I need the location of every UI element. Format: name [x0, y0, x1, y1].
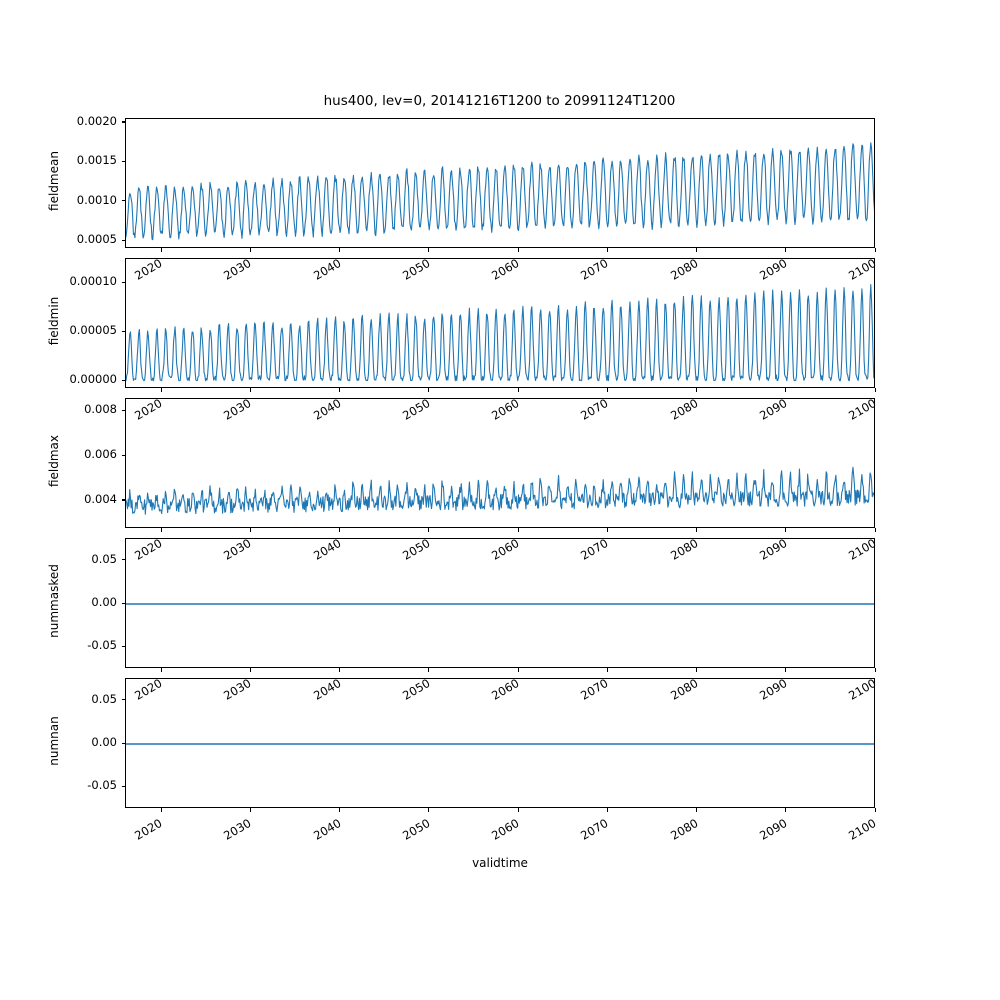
- x-tick-label: 2070: [578, 815, 611, 843]
- x-tick-mark: [518, 668, 519, 672]
- x-tick-mark: [161, 248, 162, 252]
- x-tick-label: 2070: [578, 535, 611, 563]
- x-tick-mark: [607, 528, 608, 532]
- y-tick-mark: [122, 240, 126, 241]
- y-tick-mark: [122, 410, 126, 411]
- x-tick-mark: [607, 668, 608, 672]
- x-tick-mark: [785, 528, 786, 532]
- y-tick-label: 0.0010: [76, 192, 117, 207]
- x-tick-mark: [161, 528, 162, 532]
- x-tick-label: 2040: [310, 535, 344, 563]
- x-tick-label: 2090: [756, 675, 790, 703]
- y-tick-mark: [122, 646, 126, 647]
- x-tick-mark: [875, 528, 876, 532]
- x-tick-mark: [339, 808, 340, 812]
- x-tick-label: 2050: [399, 395, 433, 423]
- x-tick-label: 2060: [489, 815, 522, 843]
- y-tick-mark: [122, 786, 126, 787]
- y-tick-label: 0.00: [91, 735, 117, 749]
- x-tick-label: 2100: [846, 395, 879, 423]
- x-tick-mark: [607, 808, 608, 812]
- x-tick-label: 2100: [846, 255, 879, 283]
- x-tick-label: 2040: [310, 255, 344, 283]
- y-tick-mark: [122, 121, 126, 122]
- x-tick-label: 2090: [756, 395, 790, 423]
- y-tick-label: 0.004: [84, 491, 117, 506]
- x-tick-mark: [250, 248, 251, 252]
- series-line-fieldmin: [126, 285, 875, 381]
- x-tick-label: 2020: [132, 675, 165, 703]
- x-tick-mark: [785, 668, 786, 672]
- y-tick-mark: [122, 499, 126, 500]
- y-tick-mark: [122, 331, 126, 332]
- y-tick-label: -0.05: [87, 638, 117, 653]
- x-tick-mark: [518, 248, 519, 252]
- x-tick-mark: [339, 528, 340, 532]
- y-tick-mark: [122, 455, 126, 456]
- x-tick-mark: [607, 248, 608, 252]
- y-axis-label-fieldmin: fieldmin: [47, 296, 61, 346]
- x-tick-mark: [161, 668, 162, 672]
- x-tick-mark: [250, 528, 251, 532]
- x-tick-label: 2020: [132, 535, 165, 563]
- x-tick-mark: [250, 388, 251, 392]
- x-tick-label: 2060: [489, 675, 522, 703]
- y-axis-label-numnan: numnan: [47, 716, 61, 766]
- x-tick-label: 2090: [756, 815, 790, 843]
- x-tick-mark: [696, 528, 697, 532]
- x-tick-label: 2070: [578, 675, 611, 703]
- x-tick-label: 2080: [667, 535, 700, 563]
- x-tick-mark: [428, 808, 429, 812]
- x-tick-label: 2080: [667, 815, 700, 843]
- y-tick-label: 0.00: [91, 595, 117, 609]
- y-axis-label-fieldmean: fieldmean: [47, 151, 61, 211]
- x-tick-mark: [607, 388, 608, 392]
- x-tick-mark: [428, 668, 429, 672]
- x-tick-label: 2100: [846, 535, 879, 563]
- x-tick-label: 2080: [667, 395, 700, 423]
- y-tick-mark: [122, 699, 126, 700]
- series-canvas-fieldmean: [126, 119, 875, 248]
- x-tick-label: 2030: [221, 535, 254, 563]
- x-tick-label: 2040: [310, 675, 344, 703]
- x-tick-label: 2080: [667, 675, 700, 703]
- y-tick-label: 0.0020: [76, 113, 117, 128]
- x-tick-mark: [785, 248, 786, 252]
- x-tick-mark: [339, 248, 340, 252]
- x-tick-label: 2020: [132, 395, 165, 423]
- x-tick-label: 2040: [310, 815, 344, 843]
- x-tick-label: 2030: [221, 675, 254, 703]
- x-tick-mark: [428, 528, 429, 532]
- x-tick-mark: [696, 388, 697, 392]
- x-tick-label: 2060: [489, 535, 522, 563]
- x-tick-mark: [339, 668, 340, 672]
- y-tick-mark: [122, 380, 126, 381]
- x-tick-mark: [250, 668, 251, 672]
- y-tick-label: 0.008: [84, 402, 117, 417]
- x-tick-mark: [428, 388, 429, 392]
- x-tick-mark: [339, 388, 340, 392]
- x-tick-mark: [875, 388, 876, 392]
- x-tick-mark: [518, 388, 519, 392]
- x-tick-label: 2060: [489, 255, 522, 283]
- y-axis-label-nummasked: nummasked: [47, 564, 61, 638]
- x-tick-label: 2090: [756, 255, 790, 283]
- y-tick-mark: [122, 603, 126, 604]
- y-tick-label: 0.00010: [69, 274, 117, 289]
- y-tick-mark: [122, 161, 126, 162]
- series-line-fieldmax: [126, 467, 875, 514]
- x-tick-label: 2070: [578, 255, 611, 283]
- plot-panel-fieldmean: [125, 118, 875, 248]
- y-tick-mark: [122, 743, 126, 744]
- y-axis-label-fieldmax: fieldmax: [47, 434, 61, 488]
- y-tick-label: 0.05: [91, 551, 117, 566]
- x-tick-label: 2050: [399, 815, 433, 843]
- y-tick-mark: [122, 559, 126, 560]
- x-tick-mark: [428, 248, 429, 252]
- x-tick-label: 2100: [846, 675, 879, 703]
- x-tick-mark: [161, 388, 162, 392]
- x-tick-label: 2070: [578, 395, 611, 423]
- x-tick-mark: [785, 388, 786, 392]
- x-tick-mark: [875, 248, 876, 252]
- x-tick-mark: [250, 808, 251, 812]
- x-tick-mark: [518, 808, 519, 812]
- x-tick-label: 2030: [221, 395, 254, 423]
- x-tick-label: 2050: [399, 535, 433, 563]
- x-tick-label: 2090: [756, 535, 790, 563]
- y-tick-label: 0.00000: [69, 372, 117, 387]
- x-tick-label: 2040: [310, 395, 344, 423]
- x-axis-label: validtime: [472, 856, 528, 870]
- x-tick-mark: [518, 528, 519, 532]
- y-tick-label: 0.0005: [76, 232, 117, 247]
- x-tick-label: 2020: [132, 255, 165, 283]
- x-tick-label: 2030: [221, 815, 254, 843]
- x-tick-mark: [875, 808, 876, 812]
- y-tick-mark: [122, 200, 126, 201]
- y-tick-label: 0.0015: [76, 153, 117, 168]
- x-tick-label: 2080: [667, 255, 700, 283]
- series-line-fieldmean: [126, 143, 875, 240]
- y-tick-label: 0.00005: [69, 323, 117, 338]
- y-tick-label: 0.006: [84, 447, 117, 462]
- x-tick-mark: [696, 668, 697, 672]
- chart-title: [0, 93, 1000, 109]
- chart-title-text: hus400, lev=0, 20141216T1200 to 20991124T1200: [323, 93, 676, 109]
- y-tick-label: 0.05: [91, 691, 117, 706]
- y-tick-label: -0.05: [87, 778, 117, 793]
- x-tick-label: 2050: [399, 255, 433, 283]
- x-tick-mark: [785, 808, 786, 812]
- x-tick-label: 2100: [846, 815, 879, 843]
- x-tick-mark: [696, 248, 697, 252]
- x-tick-label: 2050: [399, 675, 433, 703]
- x-tick-mark: [696, 808, 697, 812]
- x-tick-label: 2060: [489, 395, 522, 423]
- x-tick-mark: [161, 808, 162, 812]
- x-tick-label: 2020: [132, 815, 165, 843]
- x-tick-label: 2030: [221, 255, 254, 283]
- x-tick-mark: [875, 668, 876, 672]
- y-tick-mark: [122, 282, 126, 283]
